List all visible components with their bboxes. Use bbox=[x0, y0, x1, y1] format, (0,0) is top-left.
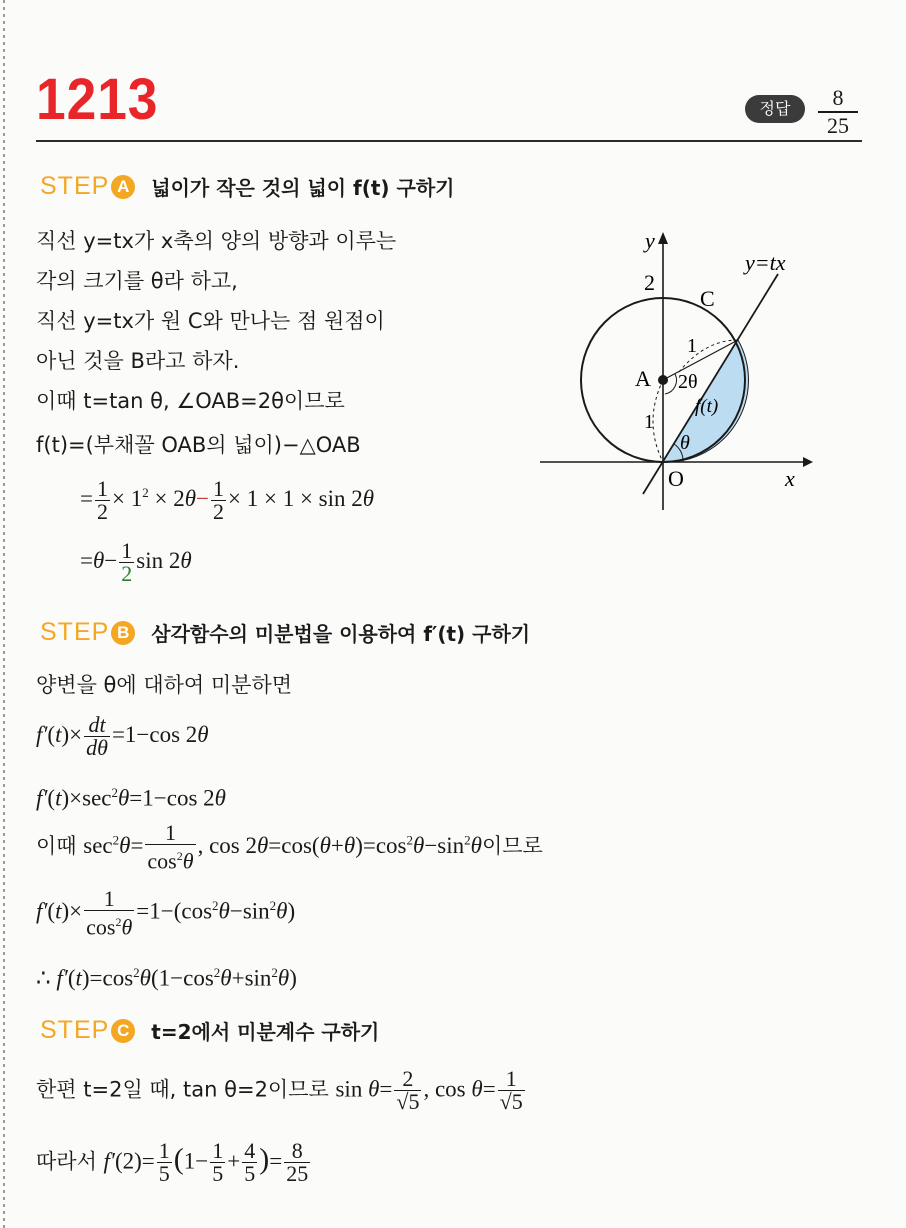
equation-line: =θ− $\frac{1}{2}$ sin 2θ bbox=[80, 538, 192, 586]
text-line: 직선 y=tx가 원 C와 만나는 점 원점이 bbox=[36, 309, 385, 333]
step-letter-b-icon: B bbox=[111, 621, 135, 645]
step-letter-c-icon: C bbox=[111, 1019, 135, 1043]
circle-figure bbox=[535, 222, 835, 522]
angle-center-label: 2θ bbox=[678, 371, 698, 393]
angle-origin-label: θ bbox=[680, 432, 690, 454]
answer-fraction bbox=[818, 86, 858, 138]
text-line: 각의 크기를 θ라 하고, bbox=[36, 269, 238, 293]
header-rule bbox=[36, 140, 862, 142]
text-line: f(t)=(부채꼴 OAB의 넓이)−△OAB bbox=[36, 433, 361, 457]
text-fragment: 한편 t=2일 때, tan θ=2이므로 bbox=[36, 1077, 329, 1102]
text-line: 직선 y=tx가 x축의 양의 방향과 이루는 bbox=[36, 229, 397, 253]
origin-label: O bbox=[668, 466, 684, 491]
step-label: STEP bbox=[40, 618, 110, 646]
fraction: $\frac{1}{2}$ bbox=[213, 476, 224, 524]
fraction: $\frac{1}{\cos^2\theta}$ bbox=[86, 886, 133, 940]
answer-denominator: 25 bbox=[827, 112, 849, 138]
fraction: $\frac{dt}{d\theta}$ bbox=[86, 712, 108, 760]
answer-badge: 정답 bbox=[745, 95, 805, 123]
radius-label: 1 bbox=[687, 335, 697, 357]
top-label: 2 bbox=[644, 270, 655, 295]
equation-line: f′(t)× $\frac{1}{\cos^2\theta}$ $=1-(\cos^2\theta-\sin^2\theta)$ bbox=[36, 886, 296, 940]
step-b-heading bbox=[40, 618, 530, 647]
equation-line: $f'(t)\times\sec^2\theta=1-\cos$ 2θ bbox=[36, 785, 226, 811]
lower-label: 1 bbox=[644, 411, 654, 433]
text-line: 양변을 θ에 대하여 미분하면 bbox=[36, 673, 293, 697]
fraction: $\frac{1}{5}$ bbox=[212, 1138, 224, 1186]
text-line: 이때 t=tan θ, ∠OAB=2θ이므로 bbox=[36, 389, 345, 413]
step-letter-a-icon: A bbox=[111, 175, 135, 199]
fraction: $\frac{1}{5}$ bbox=[158, 1138, 170, 1186]
step-a-heading bbox=[40, 172, 455, 201]
equation-line: f′(t)× $\frac{dt}{d\theta}$ =1−cos 2θ bbox=[36, 712, 209, 760]
line-label: y=tx bbox=[745, 250, 786, 275]
fraction: $\frac{8}{25}$ bbox=[286, 1138, 309, 1186]
answer-numerator: 8 bbox=[832, 85, 844, 110]
fraction: $\frac{2}{√5}$ bbox=[396, 1066, 420, 1114]
center-label: A bbox=[635, 366, 651, 391]
equation-line: 따라서 f′(2)= $\frac{1}{5}$ (1− $\frac{1}{5}$ + $\frac{4}{5}$ )= $\frac{8}{25}$ bbox=[36, 1138, 309, 1186]
x-axis-arrow-icon bbox=[803, 457, 813, 467]
region-label: f(t) bbox=[695, 396, 719, 417]
dashed-segment bbox=[653, 380, 663, 462]
equation-line: = $\frac{1}{2}$ × $1^2 \times 2\theta-$ $\frac{1}{2}$ × 1 × 1 × sin 2θ bbox=[80, 476, 375, 524]
step-title: 삼각함수의 미분법을 이용하여 f′(t) 구하기 bbox=[151, 622, 531, 646]
x-axis-label: x bbox=[785, 466, 795, 491]
page-edge bbox=[3, 0, 5, 1228]
y-axis-label: y bbox=[645, 228, 655, 253]
circle-label: C bbox=[700, 286, 715, 311]
text-line: 아닌 것을 B라고 하자. bbox=[36, 349, 240, 373]
step-title: t=2에서 미분계수 구하기 bbox=[151, 1020, 380, 1044]
step-label: STEP bbox=[40, 1016, 110, 1044]
fraction: $\frac{4}{5}$ bbox=[244, 1138, 256, 1186]
step-c-heading bbox=[40, 1016, 379, 1045]
point-a bbox=[658, 375, 668, 385]
fraction: $\frac{1}{\cos^2\theta}$ bbox=[147, 820, 194, 874]
fraction: $\frac{1}{2}$ bbox=[96, 476, 108, 524]
step-title: 넓이가 작은 것의 넓이 f(t) 구하기 bbox=[151, 176, 455, 200]
y-axis-arrow-icon bbox=[658, 232, 668, 244]
equation-line: ∴ $f'(t)=\cos^2\theta(1-\cos^2\theta+\sin^2\theta)$ bbox=[36, 965, 297, 991]
equation-line: 이때 $\sec^2\theta=$ $\frac{1}{\cos^2\theta}$ , $\cos 2\theta=\cos(\theta+\theta)=\cos^2\theta-\sin^2\theta$이므로 bbox=[36, 820, 543, 874]
fraction: $\frac{1}{√5}$ bbox=[499, 1066, 523, 1114]
fraction: $\frac{1}{2}$ bbox=[121, 538, 133, 586]
problem-number: 1213 bbox=[36, 67, 159, 132]
text-fragment: 따라서 bbox=[36, 1149, 97, 1174]
step-label: STEP bbox=[40, 172, 110, 200]
equation-line: 한편 t=2일 때, tan θ=2이므로 sin θ= $\frac{2}{√5}$ , cos θ= $\frac{1}{√5}$ bbox=[36, 1066, 523, 1114]
